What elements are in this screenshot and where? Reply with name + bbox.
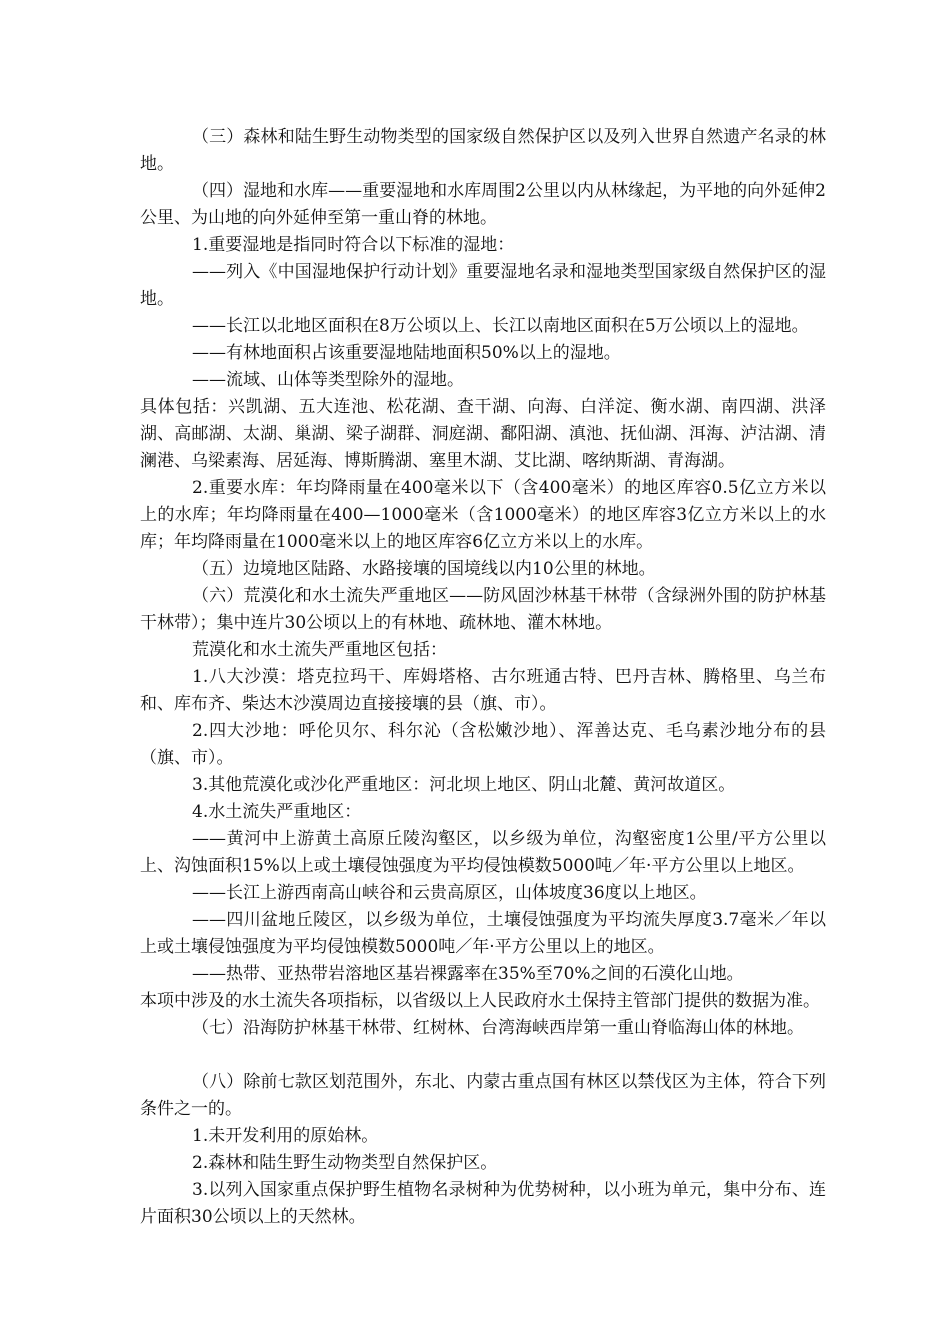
wetland-definition: 1.重要湿地是指同时符合以下标准的湿地： bbox=[192, 235, 515, 255]
reservoir-definition: 2.重要水库：年均降雨量在400毫米以下（含400毫米）的地区库容0.5亿立方米以上的水库；年均降雨量在400—1000毫米（含1000毫米）的地区库容3亿立方米以上的水库；年均降雨量在1000毫米以上的地区库容6亿立方米以上的水库。 bbox=[140, 478, 826, 552]
soil-erosion-heading: 4.水土流失严重地区： bbox=[192, 802, 362, 822]
desertification-heading: 荒漠化和水土流失严重地区包括： bbox=[192, 640, 447, 660]
wetland-criterion-3: ——有林地面积占该重要湿地陆地面积50%以上的湿地。 bbox=[192, 343, 621, 363]
paragraph-four: （四）湿地和水库——重要湿地和水库周围2公里以内从林缘起，为平地的向外延伸2公里、为山地的向外延伸至第一重山脊的林地。 bbox=[140, 181, 826, 228]
paragraph-five: （五）边境地区陆路、水路接壤的国境线以内10公里的林地。 bbox=[192, 559, 656, 579]
paragraph-three: （三）森林和陆生野生动物类型的国家级自然保护区以及列入世界自然遗产名录的林地。 bbox=[140, 127, 826, 174]
wetland-criterion-4: ——流域、山体等类型除外的湿地。 bbox=[192, 370, 464, 390]
condition-1: 1.未开发利用的原始林。 bbox=[192, 1126, 379, 1146]
soil-erosion-sichuan: ——四川盆地丘陵区，以乡级为单位，土壤侵蚀强度为平均流失厚度3.7毫米／年以上或土壤侵蚀强度为平均侵蚀模数5000吨／年·平方公里以上的地区。 bbox=[140, 910, 826, 957]
soil-erosion-karst: ——热带、亚热带岩溶地区基岩裸露率在35%至70%之间的石漠化山地。 bbox=[192, 964, 744, 984]
blank-line bbox=[140, 1042, 826, 1069]
other-desertified-areas: 3.其他荒漠化或沙化严重地区：河北坝上地区、阴山北麓、黄河故道区。 bbox=[192, 775, 736, 795]
condition-2: 2.森林和陆生野生动物类型自然保护区。 bbox=[192, 1153, 498, 1173]
wetland-criterion-2: ——长江以北地区面积在8万公顷以上、长江以南地区面积在5万公顷以上的湿地。 bbox=[192, 316, 809, 336]
paragraph-seven: （七）沿海防护林基干林带、红树林、台湾海峡西岸第一重山脊临海山体的林地。 bbox=[192, 1018, 804, 1038]
indicator-note: 本项中涉及的水土流失各项指标，以省级以上人民政府水土保持主管部门提供的数据为准。 bbox=[140, 991, 820, 1011]
wetland-criterion-1: ——列入《中国湿地保护行动计划》重要湿地名录和湿地类型国家级自然保护区的湿地。 bbox=[140, 262, 826, 309]
condition-3: 3.以列入国家重点保护野生植物名录树种为优势树种，以小班为单元，集中分布、连片面积30公顷以上的天然林。 bbox=[140, 1180, 826, 1227]
eight-deserts: 1.八大沙漠：塔克拉玛干、库姆塔格、古尔班通古特、巴丹吉林、腾格里、乌兰布和、库布齐、柴达木沙漠周边直接接壤的县（旗、市）。 bbox=[140, 667, 826, 714]
four-sandlands: 2.四大沙地：呼伦贝尔、科尔沁（含松嫩沙地）、浑善达克、毛乌素沙地分布的县（旗、市）。 bbox=[140, 721, 826, 768]
wetland-list: 具体包括：兴凯湖、五大连池、松花湖、查干湖、向海、白洋淀、衡水湖、南四湖、洪泽湖、高邮湖、太湖、巢湖、梁子湖群、洞庭湖、鄱阳湖、滇池、抚仙湖、洱海、泸沽湖、清澜港、乌梁素海、居延海、博斯腾湖、塞里木湖、艾比湖、喀纳斯湖、青海湖。 bbox=[140, 397, 826, 471]
paragraph-eight: （八）除前七款区划范围外，东北、内蒙古重点国有林区以禁伐区为主体，符合下列条件之一的。 bbox=[140, 1072, 826, 1119]
soil-erosion-yangtze: ——长江上游西南高山峡谷和云贵高原区，山体坡度36度以上地区。 bbox=[192, 883, 707, 903]
soil-erosion-loess: ——黄河中上游黄土高原丘陵沟壑区，以乡级为单位，沟壑密度1公里/平方公里以上、沟蚀面积15%以上或土壤侵蚀强度为平均侵蚀模数5000吨／年·平方公里以上地区。 bbox=[140, 829, 826, 876]
paragraph-six: （六）荒漠化和水土流失严重地区——防风固沙林基干林带（含绿洲外围的防护林基干林带）；集中连片30公顷以上的有林地、疏林地、灌木林地。 bbox=[140, 586, 826, 633]
document-body bbox=[140, 124, 826, 1231]
